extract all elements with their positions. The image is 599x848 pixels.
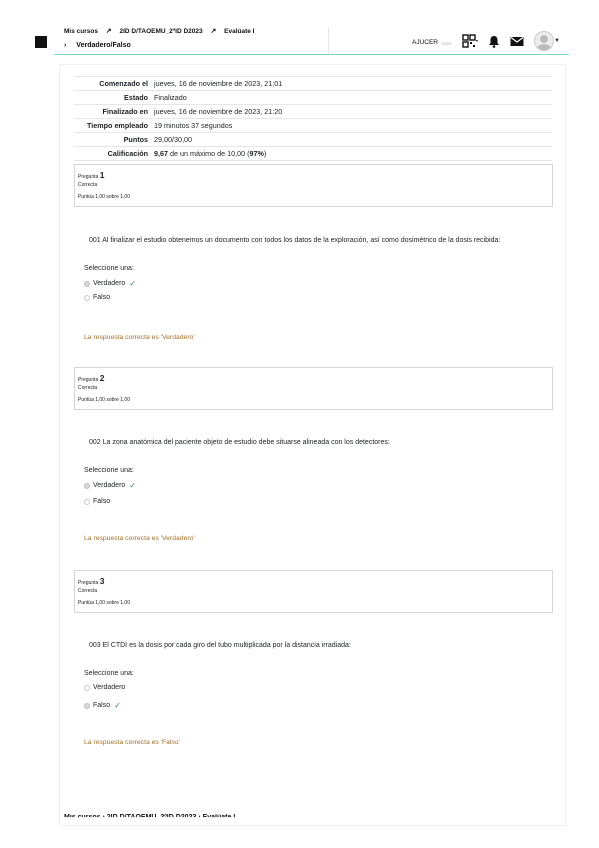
breadcrumb-box-edge [328, 28, 329, 54]
question-number [78, 170, 104, 180]
qr-code-icon[interactable] [462, 34, 478, 48]
option-label: Verdadero [93, 280, 126, 287]
question-label: Pregunta [78, 377, 99, 383]
question-grade: Puntúa 1,00 sobre 1,00 [78, 397, 130, 403]
summary-label: Comenzado el [74, 77, 154, 91]
user-menu[interactable] [534, 31, 560, 51]
envelope-icon[interactable] [510, 36, 524, 47]
grade-close: ) [263, 149, 267, 158]
summary-row [74, 77, 552, 91]
question-text: 002 La zona anatómica del paciente objeto de estudio debe situarse alineada con los detectores: [89, 439, 390, 446]
chevron-down-icon: ▼ [554, 38, 560, 44]
check-icon: ✓ [129, 279, 137, 288]
page-header [0, 0, 599, 56]
summary-row [74, 105, 552, 119]
option-label: Verdadero [93, 482, 126, 489]
breadcrumb-current [64, 42, 131, 49]
check-icon: ✓ [114, 701, 121, 710]
radio-button-checked[interactable] [84, 703, 90, 709]
question-number-value: 2 [99, 373, 105, 383]
answer-option-verdadero[interactable] [84, 481, 136, 490]
summary-value: jueves, 16 de noviembre de 2023, 21:01 [154, 77, 552, 91]
summary-label: Puntos [74, 133, 154, 147]
correct-answer-feedback: La respuesta correcta es 'Verdadero' [84, 535, 195, 542]
attempt-summary-table [74, 76, 552, 161]
radio-button-checked[interactable] [84, 281, 90, 287]
breadcrumb-separator: ↗ [210, 28, 217, 35]
question-label: Pregunta [78, 174, 99, 180]
correct-answer-feedback: La respuesta correcta es 'Verdadero' [84, 334, 195, 341]
summary-row [74, 91, 552, 105]
summary-label: Finalizado en [74, 105, 154, 119]
answer-prompt: Seleccione una: [84, 467, 134, 474]
question-info-box [74, 164, 553, 207]
radio-button-checked[interactable] [84, 483, 90, 489]
question-number [78, 373, 104, 383]
chevron-right-icon: › [64, 42, 67, 49]
drawer-toggle-icon[interactable] [35, 36, 47, 48]
question-state: Correcta [78, 588, 98, 594]
breadcrumb-section[interactable]: Evalúate I [224, 28, 255, 35]
summary-label: Calificación [74, 147, 154, 161]
grade-percent: 97% [249, 149, 264, 158]
question-info-box [74, 367, 553, 410]
question-state: Correcta [78, 182, 98, 188]
breadcrumb [64, 27, 261, 35]
question-grade: Puntúa 1,00 sobre 1,00 [78, 194, 130, 200]
breadcrumb-separator: ↗ [105, 28, 112, 35]
question-grade: Puntúa 1,00 sobre 1,00 [78, 600, 130, 606]
answer-option-falso[interactable] [84, 294, 110, 301]
summary-label: Tiempo empleado [74, 119, 154, 133]
summary-grade-value [154, 147, 552, 161]
summary-value: Finalizado [154, 91, 552, 105]
grade-score: 9,67 [154, 149, 168, 158]
answer-prompt: Seleccione una: [84, 265, 134, 272]
check-icon: ✓ [129, 481, 137, 490]
answer-option-verdadero[interactable] [84, 684, 125, 691]
breadcrumb-course[interactable]: 2ID D/TAOEMU_2ºID D2023 [119, 28, 203, 35]
user-subtitle: 2023 [442, 41, 451, 46]
header-icons [462, 32, 560, 50]
breadcrumb-my-courses[interactable]: Mis cursos [64, 28, 98, 35]
bell-icon[interactable] [488, 35, 500, 48]
radio-button[interactable] [84, 499, 90, 505]
question-text: 001 Al finalizar el estudio obtenemos un documento con todos los datos de la exploración, así como dosimétrico de la dosis recibida: [89, 237, 501, 244]
answer-option-falso[interactable] [84, 498, 110, 505]
summary-value: jueves, 16 de noviembre de 2023, 21:20 [154, 105, 552, 119]
summary-label: Estado [74, 91, 154, 105]
answer-option-falso[interactable] [84, 701, 121, 710]
option-label: Falso [93, 498, 111, 505]
summary-value: 29,00/30,00 [154, 133, 552, 147]
summary-row [74, 147, 552, 161]
question-number-value: 3 [99, 576, 105, 586]
answer-prompt: Seleccione una: [84, 670, 134, 677]
grade-max: de un máximo de 10,00 ( [168, 149, 250, 158]
question-number [78, 576, 104, 586]
avatar-icon [534, 31, 554, 51]
header-divider [54, 54, 569, 55]
option-label: Verdadero [93, 684, 126, 691]
breadcrumb-current-label[interactable]: Verdadero/Falso [76, 42, 131, 49]
question-label: Pregunta [78, 580, 99, 586]
user-name[interactable]: AJUCER [412, 39, 439, 46]
answer-option-verdadero[interactable] [84, 279, 136, 288]
option-label: Falso [93, 294, 111, 301]
correct-answer-feedback: La respuesta correcta es 'Falso' [84, 739, 180, 746]
question-state: Correcta [78, 385, 98, 391]
question-text: 003 El CTDI es la dosis por cada giro del tubo multiplicada por la distancia irradiada: [89, 642, 351, 649]
summary-row [74, 133, 552, 147]
radio-button[interactable] [84, 685, 90, 691]
summary-value: 19 minutos 37 segundos [154, 119, 552, 133]
radio-button[interactable] [84, 295, 90, 301]
question-number-value: 1 [99, 170, 105, 180]
option-label: Falso [93, 702, 111, 709]
summary-row [74, 119, 552, 133]
question-info-box [74, 570, 553, 613]
